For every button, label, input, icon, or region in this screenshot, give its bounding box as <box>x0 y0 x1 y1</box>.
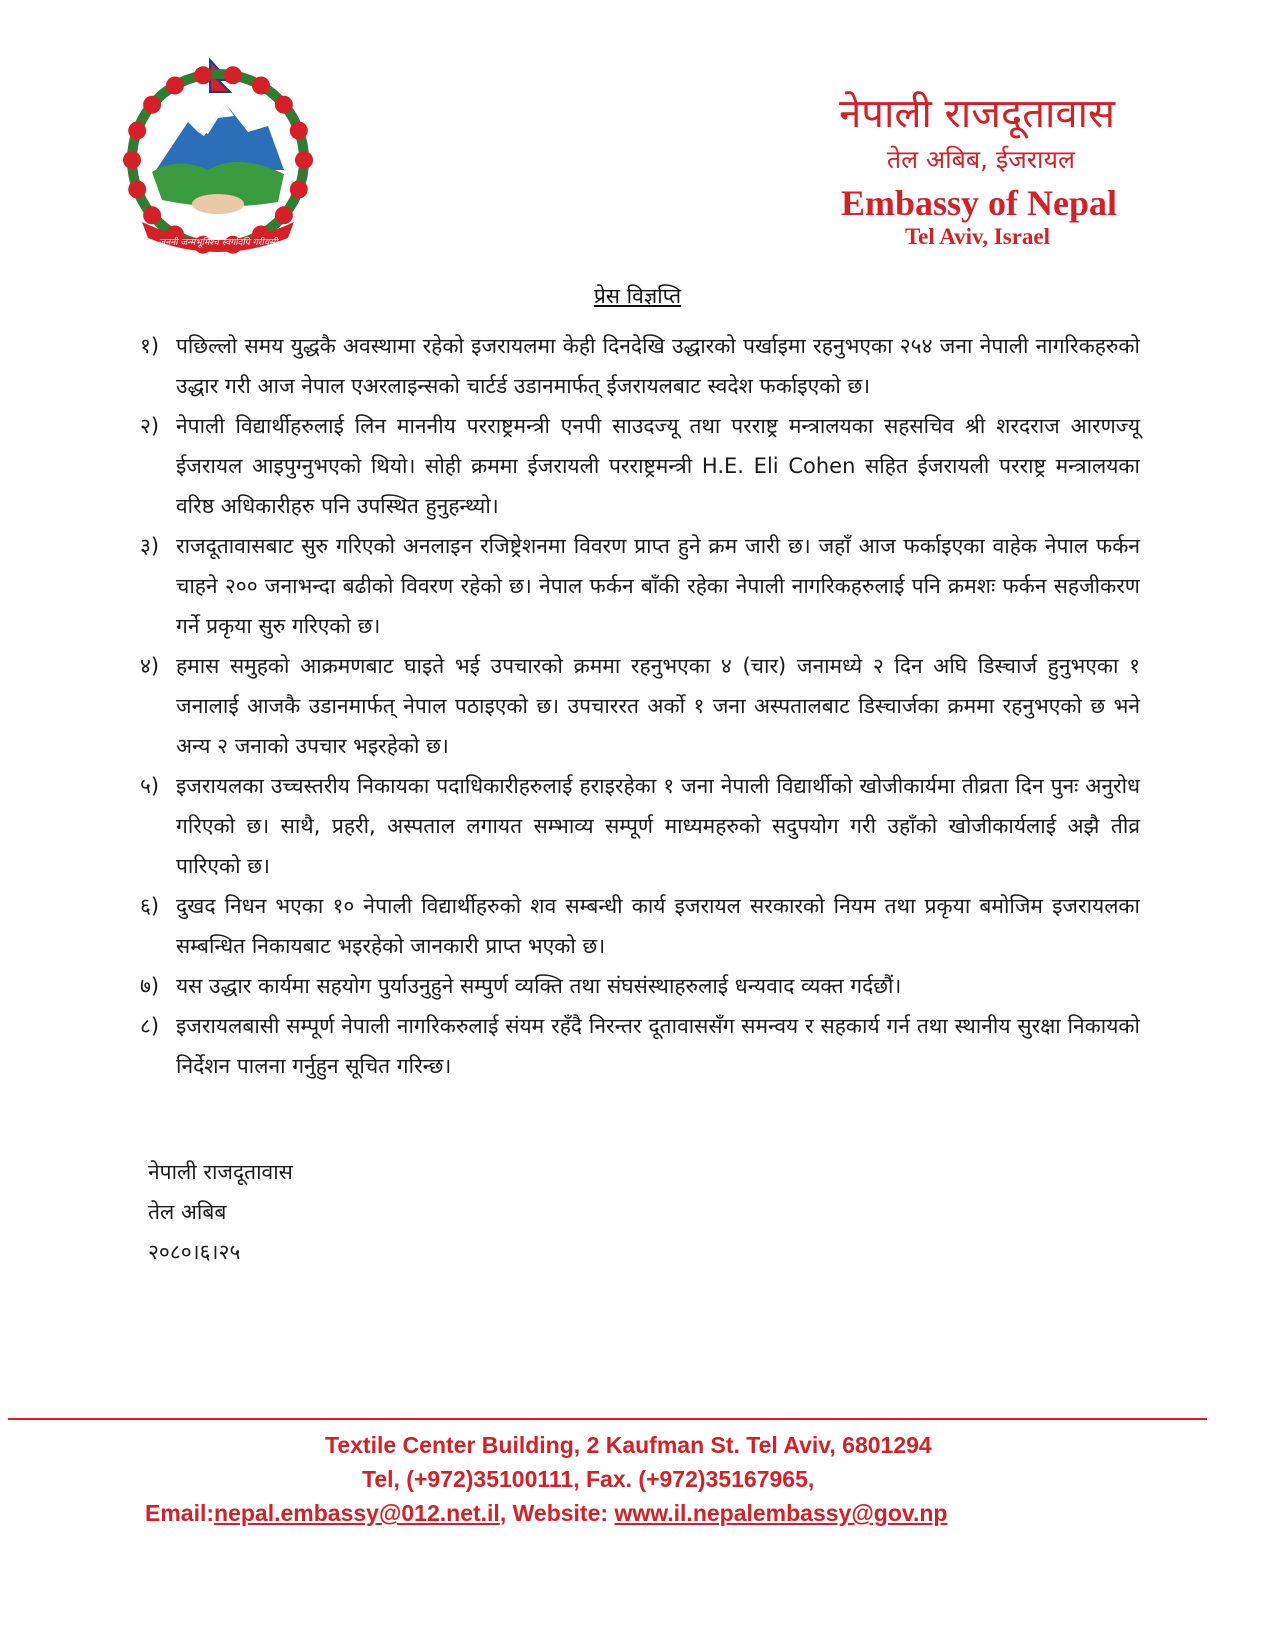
email-link[interactable]: nepal.embassy@012.net.il <box>214 1500 500 1526</box>
signature-org: नेपाली राजदूतावास <box>148 1160 293 1184</box>
item-number: १) <box>140 334 160 358</box>
footer-divider <box>8 1418 1207 1420</box>
rhododendron-icon <box>123 151 141 169</box>
rhododendron-icon <box>194 66 212 84</box>
embassy-city-english: Tel Aviv, Israel <box>904 224 1050 249</box>
rhododendron-icon <box>275 206 293 224</box>
signature-city: तेल अबिब <box>148 1200 227 1224</box>
footer-address: Textile Center Building, 2 Kaufman St. Tel Aviv, 6801294 <box>325 1432 932 1458</box>
item-text: राजदूतावासबाट सुरु गरिएको अनलाइन रजिष्ट्रेशनमा विवरण प्राप्त हुने क्रम जारी छ। जहाँ आज फर्काइएका वाहेक नेपाल फर्कन चाहने २०० जनाभन्दा बढीको विवरण रहेको छ। नेपाल फर्कन बाँकी रहेका नेपाली नागरिकहरुलाई पनि क्रमशः फर्कन सहजीकरण गर्ने प्रकृया सुरु गरिएको छ। <box>176 534 1140 638</box>
rhododendron-icon <box>275 96 293 114</box>
footer-contact-line <box>145 1496 947 1530</box>
item-number: ६) <box>140 894 160 918</box>
item-number: ७) <box>140 974 160 998</box>
signature-date: २०८०।६।२५ <box>148 1240 241 1264</box>
rhododendron-icon <box>290 122 308 140</box>
item-text: हमास समुहको आक्रमणबाट घाइते भई उपचारको क्रममा रहनुभएका ४ (चार) जनामध्ये २ दिन अघि डिस्चार्ज हुनुभएका १ जनालाई आजकै उडानमार्फत् नेपाल पठाइएको छ। उपचाररत अर्को १ जना अस्पतालबाट डिस्चार्जका क्रममा रहनुभएको छ भने अन्य २ जनाको उपचार भइरहेको छ। <box>176 654 1140 758</box>
rhododendron-icon <box>295 151 313 169</box>
list-item <box>140 526 1140 646</box>
list-item <box>140 886 1140 966</box>
item-number: २) <box>140 414 160 438</box>
nepal-emblem-icon <box>108 52 328 262</box>
rhododendron-icon <box>143 96 161 114</box>
item-text: नेपाली विद्यार्थीहरुलाई लिन माननीय परराष्ट्रमन्त्री एनपी साउदज्यू तथा परराष्ट्र मन्त्रालयका सहसचिव श्री शरदराज आरणज्यू ईजरायल आइपुग्नुभएको थियो। सोही क्रममा ईजरायली परराष्ट्रमन्त्री H.E. Eli Cohen सहित ईजरायली परराष्ट्र मन्त्रालयका वरिष्ठ अधिकारीहरु पनि उपस्थित हुनुहन्थ्यो। <box>176 414 1140 518</box>
item-text: इजरायलका उच्चस्तरीय निकायका पदाधिकारीहरुलाई हराइरहेका १ जना नेपाली विद्यार्थीको खोजीकार्यमा तीव्रता दिन पुनः अनुरोध गरिएको छ। साथै, प्रहरी, अस्पताल लगायत सम्भाव्य सम्पूर्ण माध्यमहरुको सदुपयोग गरी उहाँको खोजीकार्यलाई अझै तीव्र पारिएको छ। <box>176 774 1140 878</box>
press-release-body <box>140 326 1140 1086</box>
website-link[interactable]: www.il.nepalembassy@gov.np <box>614 1500 948 1526</box>
contact-separator: , <box>499 1500 513 1526</box>
item-number: ४) <box>140 654 160 678</box>
rhododendron-icon <box>166 77 184 95</box>
item-number: ३) <box>140 534 160 558</box>
emblem-motto: जननी जन्मभूमिश्च स्वर्गादपि गरीयसी <box>158 238 278 248</box>
item-number: ५) <box>140 774 160 798</box>
embassy-name-english: Embassy of Nepal <box>840 183 1117 223</box>
item-number: ८) <box>140 1014 160 1038</box>
website-label: Website: <box>512 1500 615 1526</box>
item-text: पछिल्लो समय युद्धकै अवस्थामा रहेको इजरायलमा केही दिनदेखि उद्धारको पर्खाइमा रहनुभएका २५४ जना नेपाली नागरिकहरुको उद्धार गरी आज नेपाल एअरलाइन्सको चार्टर्ड उडानमार्फत् ईजरायलबाट स्वदेश फर्काइएको छ। <box>176 334 1140 398</box>
rhododendron-icon <box>128 180 146 198</box>
rhododendron-icon <box>224 66 242 84</box>
list-item <box>140 766 1140 886</box>
rhododendron-icon <box>290 180 308 198</box>
rhododendron-icon <box>143 206 161 224</box>
embassy-city-nepali: तेल अबिब, ईजरायल <box>886 145 1075 174</box>
list-item <box>140 406 1140 526</box>
rhododendron-icon <box>252 77 270 95</box>
item-text: इजरायलबासी सम्पूर्ण नेपाली नागरिकरुलाई संयम रहँदै निरन्तर दूतावाससँग समन्वय र सहकार्य गर्न तथा स्थानीय सुरक्षा निकायको निर्देशन पालना गर्नुहुन सूचित गरिन्छ। <box>176 1014 1140 1078</box>
list-item <box>140 326 1140 406</box>
list-item <box>140 646 1140 766</box>
rhododendron-icon <box>128 122 146 140</box>
signature-block <box>148 1152 293 1272</box>
document-title: प्रेस विज्ञप्ति <box>593 284 682 308</box>
item-text: यस उद्धार कार्यमा सहयोग पुर्याउनुहुने सम्पुर्ण व्यक्ति तथा संघसंस्थाहरुलाई धन्यवाद व्यक्त गर्दछौं। <box>176 974 902 998</box>
email-label: Email: <box>145 1500 215 1526</box>
embassy-name-nepali: नेपाली राजदूतावास <box>839 91 1115 137</box>
list-item <box>140 966 1140 1006</box>
list-item <box>140 1006 1140 1086</box>
footer-phone-fax: Tel, (+972)35100111, Fax. (+972)35167965, <box>362 1466 815 1492</box>
item-text: दुखद निधन भएका १० नेपाली विद्यार्थीहरुको शव सम्बन्धी कार्य इजरायल सरकारको नियम तथा प्रकृया बमोजिम इजरायलका सम्बन्धित निकायबाट भइरहेको जानकारी प्राप्त भएको छ। <box>176 894 1140 958</box>
